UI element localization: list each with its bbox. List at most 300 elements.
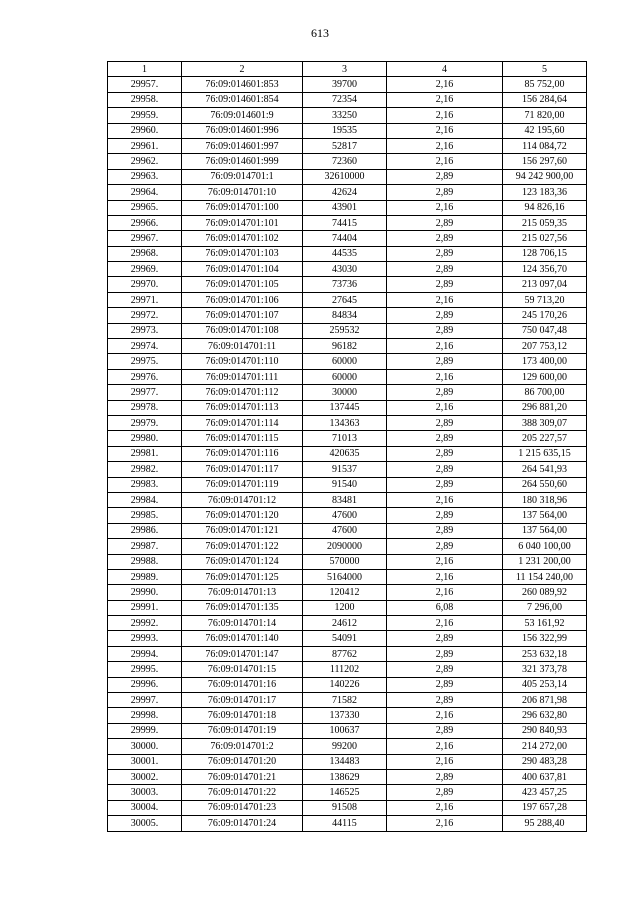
table-row (108, 339, 587, 354)
rate-cell: 2,16 (387, 754, 503, 769)
area-cell: 570000 (303, 554, 387, 569)
row-number-cell: 30005. (108, 816, 182, 831)
area-cell: 44115 (303, 816, 387, 831)
rate-cell: 2,16 (387, 292, 503, 307)
cadastral-number-cell: 76:09:014701:113 (182, 400, 303, 415)
table-row (108, 431, 587, 446)
table-row (108, 492, 587, 507)
amount-cell: 205 227,57 (503, 431, 587, 446)
rate-cell: 2,89 (387, 723, 503, 738)
cadastral-number-cell: 76:09:014701:1 (182, 169, 303, 184)
area-cell: 134363 (303, 415, 387, 430)
rate-cell: 2,16 (387, 200, 503, 215)
cadastral-number-cell: 76:09:014701:107 (182, 308, 303, 323)
area-cell: 120412 (303, 585, 387, 600)
area-cell: 71582 (303, 693, 387, 708)
rate-cell: 2,16 (387, 92, 503, 107)
row-number-cell: 29999. (108, 723, 182, 738)
row-number-cell: 29978. (108, 400, 182, 415)
cadastral-number-cell: 76:09:014701:20 (182, 754, 303, 769)
rate-cell: 2,89 (387, 662, 503, 677)
cadastral-number-cell: 76:09:014701:101 (182, 215, 303, 230)
rate-cell: 2,16 (387, 816, 503, 831)
row-number-cell: 30003. (108, 785, 182, 800)
amount-cell: 197 657,28 (503, 800, 587, 815)
table-row (108, 462, 587, 477)
cadastral-number-cell: 76:09:014701:102 (182, 231, 303, 246)
cadastral-number-cell: 76:09:014701:114 (182, 415, 303, 430)
row-number-cell: 29977. (108, 385, 182, 400)
amount-cell: 94 242 900,00 (503, 169, 587, 184)
amount-cell: 129 600,00 (503, 369, 587, 384)
row-number-cell: 29983. (108, 477, 182, 492)
amount-cell: 156 297,60 (503, 154, 587, 169)
rate-cell: 2,16 (387, 400, 503, 415)
amount-cell: 264 550,60 (503, 477, 587, 492)
cadastral-number-cell: 76:09:014701:19 (182, 723, 303, 738)
amount-cell: 214 272,00 (503, 739, 587, 754)
row-number-cell: 29987. (108, 539, 182, 554)
cadastral-number-cell: 76:09:014701:24 (182, 816, 303, 831)
table-row (108, 400, 587, 415)
table-row (108, 215, 587, 230)
area-cell: 47600 (303, 523, 387, 538)
cadastral-number-cell: 76:09:014701:117 (182, 462, 303, 477)
area-cell: 39700 (303, 77, 387, 92)
table-row (108, 631, 587, 646)
area-cell: 54091 (303, 631, 387, 646)
area-cell: 137445 (303, 400, 387, 415)
cadastral-number-cell: 76:09:014701:10 (182, 185, 303, 200)
row-number-cell: 29994. (108, 646, 182, 661)
area-cell: 32610000 (303, 169, 387, 184)
rate-cell: 2,89 (387, 477, 503, 492)
table-row (108, 446, 587, 461)
cadastral-number-cell: 76:09:014701:21 (182, 769, 303, 784)
table-row (108, 754, 587, 769)
table-body (108, 77, 587, 831)
header-row (108, 62, 587, 77)
amount-cell: 156 284,64 (503, 92, 587, 107)
rate-cell: 2,16 (387, 739, 503, 754)
row-number-cell: 29972. (108, 308, 182, 323)
amount-cell: 260 089,92 (503, 585, 587, 600)
column-header: 1 (108, 62, 182, 77)
area-cell: 27645 (303, 292, 387, 307)
area-cell: 44535 (303, 246, 387, 261)
table-row (108, 677, 587, 692)
area-cell: 111202 (303, 662, 387, 677)
rate-cell: 2,16 (387, 492, 503, 507)
area-cell: 5164000 (303, 569, 387, 584)
amount-cell: 7 296,00 (503, 600, 587, 615)
table-row (108, 616, 587, 631)
table-row (108, 123, 587, 138)
table-row (108, 246, 587, 261)
area-cell: 71013 (303, 431, 387, 446)
cadastral-number-cell: 76:09:014701:112 (182, 385, 303, 400)
table-row (108, 231, 587, 246)
amount-cell: 321 373,78 (503, 662, 587, 677)
amount-cell: 206 871,98 (503, 693, 587, 708)
area-cell: 73736 (303, 277, 387, 292)
row-number-cell: 29961. (108, 138, 182, 153)
row-number-cell: 29992. (108, 616, 182, 631)
cadastral-number-cell: 76:09:014701:111 (182, 369, 303, 384)
rate-cell: 2,89 (387, 631, 503, 646)
row-number-cell: 29973. (108, 323, 182, 338)
amount-cell: 388 309,07 (503, 415, 587, 430)
cadastral-number-cell: 76:09:014701:106 (182, 292, 303, 307)
amount-cell: 180 318,96 (503, 492, 587, 507)
area-cell: 259532 (303, 323, 387, 338)
amount-cell: 114 084,72 (503, 138, 587, 153)
table-row (108, 769, 587, 784)
table-row (108, 308, 587, 323)
area-cell: 52817 (303, 138, 387, 153)
table-row (108, 385, 587, 400)
cadastral-number-cell: 76:09:014701:125 (182, 569, 303, 584)
row-number-cell: 29975. (108, 354, 182, 369)
column-header: 5 (503, 62, 587, 77)
row-number-cell: 29986. (108, 523, 182, 538)
amount-cell: 173 400,00 (503, 354, 587, 369)
rate-cell: 2,89 (387, 385, 503, 400)
amount-cell: 750 047,48 (503, 323, 587, 338)
table-row (108, 323, 587, 338)
amount-cell: 137 564,00 (503, 508, 587, 523)
rate-cell: 2,89 (387, 677, 503, 692)
cadastral-number-cell: 76:09:014601:854 (182, 92, 303, 107)
amount-cell: 215 059,35 (503, 215, 587, 230)
amount-cell: 264 541,93 (503, 462, 587, 477)
cadastral-number-cell: 76:09:014701:2 (182, 739, 303, 754)
cadastral-number-cell: 76:09:014701:11 (182, 339, 303, 354)
amount-cell: 253 632,18 (503, 646, 587, 661)
row-number-cell: 29964. (108, 185, 182, 200)
amount-cell: 128 706,15 (503, 246, 587, 261)
rate-cell: 2,89 (387, 508, 503, 523)
area-cell: 84834 (303, 308, 387, 323)
amount-cell: 423 457,25 (503, 785, 587, 800)
rate-cell: 2,89 (387, 415, 503, 430)
cadastral-number-cell: 76:09:014701:147 (182, 646, 303, 661)
rate-cell: 2,16 (387, 339, 503, 354)
amount-cell: 42 195,60 (503, 123, 587, 138)
cadastral-number-cell: 76:09:014701:23 (182, 800, 303, 815)
cadastral-number-cell: 76:09:014701:140 (182, 631, 303, 646)
area-cell: 96182 (303, 339, 387, 354)
row-number-cell: 29991. (108, 600, 182, 615)
table-row (108, 354, 587, 369)
rate-cell: 2,16 (387, 569, 503, 584)
page-number: 613 (311, 26, 329, 40)
table-row (108, 554, 587, 569)
cadastral-number-cell: 76:09:014601:997 (182, 138, 303, 153)
amount-cell: 124 356,70 (503, 262, 587, 277)
row-number-cell: 29959. (108, 108, 182, 123)
table-row (108, 569, 587, 584)
table-row (108, 92, 587, 107)
table-row (108, 600, 587, 615)
table-row (108, 169, 587, 184)
rate-cell: 2,89 (387, 769, 503, 784)
amount-cell: 296 881,20 (503, 400, 587, 415)
area-cell: 1200 (303, 600, 387, 615)
amount-cell: 1 215 635,15 (503, 446, 587, 461)
area-cell: 33250 (303, 108, 387, 123)
cadastral-number-cell: 76:09:014701:120 (182, 508, 303, 523)
cadastral-number-cell: 76:09:014701:22 (182, 785, 303, 800)
cadastral-number-cell: 76:09:014701:16 (182, 677, 303, 692)
amount-cell: 213 097,04 (503, 277, 587, 292)
rate-cell: 2,89 (387, 262, 503, 277)
rate-cell: 2,16 (387, 154, 503, 169)
row-number-cell: 29963. (108, 169, 182, 184)
row-number-cell: 29979. (108, 415, 182, 430)
row-number-cell: 29984. (108, 492, 182, 507)
cadastral-number-cell: 76:09:014701:135 (182, 600, 303, 615)
rate-cell: 2,89 (387, 231, 503, 246)
area-cell: 91537 (303, 462, 387, 477)
area-cell: 24612 (303, 616, 387, 631)
rate-cell: 2,89 (387, 446, 503, 461)
rate-cell: 2,89 (387, 185, 503, 200)
area-cell: 99200 (303, 739, 387, 754)
rate-cell: 2,89 (387, 785, 503, 800)
cadastral-number-cell: 76:09:014701:12 (182, 492, 303, 507)
cadastral-number-cell: 76:09:014601:853 (182, 77, 303, 92)
area-cell: 19535 (303, 123, 387, 138)
cadastral-number-cell: 76:09:014701:122 (182, 539, 303, 554)
row-number-cell: 29965. (108, 200, 182, 215)
area-cell: 87762 (303, 646, 387, 661)
table-row (108, 785, 587, 800)
column-header: 4 (387, 62, 503, 77)
rate-cell: 2,89 (387, 646, 503, 661)
row-number-cell: 29974. (108, 339, 182, 354)
area-cell: 47600 (303, 508, 387, 523)
table-row (108, 539, 587, 554)
row-number-cell: 29981. (108, 446, 182, 461)
rate-cell: 6,08 (387, 600, 503, 615)
cadastral-number-cell: 76:09:014701:110 (182, 354, 303, 369)
area-cell: 146525 (303, 785, 387, 800)
cadastral-number-cell: 76:09:014701:104 (182, 262, 303, 277)
rate-cell: 2,16 (387, 554, 503, 569)
amount-cell: 245 170,26 (503, 308, 587, 323)
amount-cell: 123 183,36 (503, 185, 587, 200)
table-row (108, 739, 587, 754)
amount-cell: 156 322,99 (503, 631, 587, 646)
cadastral-number-cell: 76:09:014601:999 (182, 154, 303, 169)
area-cell: 60000 (303, 354, 387, 369)
column-header: 3 (303, 62, 387, 77)
amount-cell: 6 040 100,00 (503, 539, 587, 554)
table-row (108, 585, 587, 600)
area-cell: 91508 (303, 800, 387, 815)
table-row (108, 816, 587, 831)
table-row (108, 108, 587, 123)
area-cell: 100637 (303, 723, 387, 738)
amount-cell: 296 632,80 (503, 708, 587, 723)
amount-cell: 207 753,12 (503, 339, 587, 354)
rate-cell: 2,16 (387, 138, 503, 153)
cadastral-number-cell: 76:09:014601:996 (182, 123, 303, 138)
rate-cell: 2,89 (387, 308, 503, 323)
rate-cell: 2,16 (387, 585, 503, 600)
amount-cell: 94 826,16 (503, 200, 587, 215)
rate-cell: 2,16 (387, 77, 503, 92)
row-number-cell: 29988. (108, 554, 182, 569)
area-cell: 91540 (303, 477, 387, 492)
cadastral-number-cell: 76:09:014701:105 (182, 277, 303, 292)
table-row (108, 292, 587, 307)
cadastral-number-cell: 76:09:014701:115 (182, 431, 303, 446)
area-cell: 137330 (303, 708, 387, 723)
area-cell: 43030 (303, 262, 387, 277)
cadastral-number-cell: 76:09:014701:108 (182, 323, 303, 338)
cadastral-number-cell: 76:09:014701:124 (182, 554, 303, 569)
table-row (108, 723, 587, 738)
amount-cell: 53 161,92 (503, 616, 587, 631)
rate-cell: 2,89 (387, 277, 503, 292)
rate-cell: 2,89 (387, 323, 503, 338)
amount-cell: 1 231 200,00 (503, 554, 587, 569)
area-cell: 60000 (303, 369, 387, 384)
amount-cell: 290 840,93 (503, 723, 587, 738)
rate-cell: 2,89 (387, 462, 503, 477)
rate-cell: 2,16 (387, 708, 503, 723)
rate-cell: 2,16 (387, 616, 503, 631)
area-cell: 74404 (303, 231, 387, 246)
row-number-cell: 29997. (108, 693, 182, 708)
table-row (108, 693, 587, 708)
row-number-cell: 29971. (108, 292, 182, 307)
amount-cell: 137 564,00 (503, 523, 587, 538)
area-cell: 30000 (303, 385, 387, 400)
area-cell: 72354 (303, 92, 387, 107)
rate-cell: 2,16 (387, 369, 503, 384)
area-cell: 43901 (303, 200, 387, 215)
row-number-cell: 29976. (108, 369, 182, 384)
cadastral-number-cell: 76:09:014701:13 (182, 585, 303, 600)
row-number-cell: 29970. (108, 277, 182, 292)
row-number-cell: 29990. (108, 585, 182, 600)
rate-cell: 2,89 (387, 169, 503, 184)
column-header: 2 (182, 62, 303, 77)
table-row (108, 646, 587, 661)
rate-cell: 2,16 (387, 800, 503, 815)
cadastral-number-cell: 76:09:014701:121 (182, 523, 303, 538)
row-number-cell: 29966. (108, 215, 182, 230)
cadastral-number-cell: 76:09:014701:103 (182, 246, 303, 261)
table-row (108, 708, 587, 723)
amount-cell: 215 027,56 (503, 231, 587, 246)
row-number-cell: 29967. (108, 231, 182, 246)
table-row (108, 277, 587, 292)
row-number-cell: 29968. (108, 246, 182, 261)
amount-cell: 86 700,00 (503, 385, 587, 400)
area-cell: 83481 (303, 492, 387, 507)
amount-cell: 59 713,20 (503, 292, 587, 307)
rate-cell: 2,89 (387, 215, 503, 230)
rate-cell: 2,89 (387, 539, 503, 554)
rate-cell: 2,89 (387, 246, 503, 261)
row-number-cell: 29995. (108, 662, 182, 677)
row-number-cell: 29993. (108, 631, 182, 646)
cadastral-number-cell: 76:09:014701:116 (182, 446, 303, 461)
row-number-cell: 29960. (108, 123, 182, 138)
area-cell: 42624 (303, 185, 387, 200)
area-cell: 134483 (303, 754, 387, 769)
rate-cell: 2,16 (387, 123, 503, 138)
rate-cell: 2,16 (387, 108, 503, 123)
area-cell: 74415 (303, 215, 387, 230)
table-row (108, 154, 587, 169)
rate-cell: 2,89 (387, 523, 503, 538)
amount-cell: 400 637,81 (503, 769, 587, 784)
amount-cell: 95 288,40 (503, 816, 587, 831)
row-number-cell: 30004. (108, 800, 182, 815)
data-table (107, 61, 587, 832)
table-row (108, 200, 587, 215)
cadastral-number-cell: 76:09:014701:100 (182, 200, 303, 215)
amount-cell: 71 820,00 (503, 108, 587, 123)
amount-cell: 11 154 240,00 (503, 569, 587, 584)
table-row (108, 138, 587, 153)
rate-cell: 2,89 (387, 354, 503, 369)
row-number-cell: 29998. (108, 708, 182, 723)
rate-cell: 2,89 (387, 693, 503, 708)
row-number-cell: 29958. (108, 92, 182, 107)
row-number-cell: 29962. (108, 154, 182, 169)
row-number-cell: 29989. (108, 569, 182, 584)
table-row (108, 523, 587, 538)
table-row (108, 185, 587, 200)
amount-cell: 85 752,00 (503, 77, 587, 92)
area-cell: 420635 (303, 446, 387, 461)
area-cell: 140226 (303, 677, 387, 692)
table-row (108, 369, 587, 384)
row-number-cell: 29996. (108, 677, 182, 692)
amount-cell: 405 253,14 (503, 677, 587, 692)
cadastral-number-cell: 76:09:014701:15 (182, 662, 303, 677)
cadastral-number-cell: 76:09:014701:17 (182, 693, 303, 708)
table-row (108, 262, 587, 277)
row-number-cell: 29982. (108, 462, 182, 477)
area-cell: 2090000 (303, 539, 387, 554)
cadastral-number-cell: 76:09:014701:119 (182, 477, 303, 492)
cadastral-number-cell: 76:09:014701:14 (182, 616, 303, 631)
cadastral-number-cell: 76:09:014601:9 (182, 108, 303, 123)
rate-cell: 2,89 (387, 431, 503, 446)
row-number-cell: 29957. (108, 77, 182, 92)
row-number-cell: 29980. (108, 431, 182, 446)
row-number-cell: 29969. (108, 262, 182, 277)
table-row (108, 477, 587, 492)
row-number-cell: 30000. (108, 739, 182, 754)
area-cell: 72360 (303, 154, 387, 169)
table-row (108, 800, 587, 815)
cadastral-number-cell: 76:09:014701:18 (182, 708, 303, 723)
area-cell: 138629 (303, 769, 387, 784)
table-row (108, 662, 587, 677)
amount-cell: 290 483,28 (503, 754, 587, 769)
table-row (108, 77, 587, 92)
row-number-cell: 30002. (108, 769, 182, 784)
row-number-cell: 30001. (108, 754, 182, 769)
